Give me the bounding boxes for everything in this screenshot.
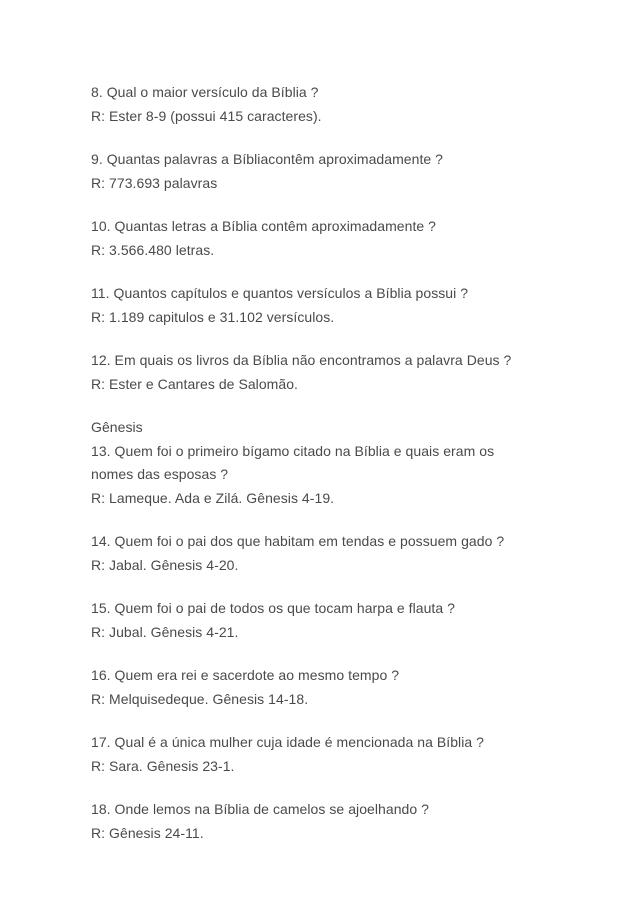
question-text: 17. Qual é a única mulher cuja idade é mencionada na Bíblia ? <box>91 734 484 750</box>
question-text: 9. Quantas palavras a Bíbliacontêm aproximadamente ? <box>91 151 444 167</box>
question-text-continued: nomes das esposas ? <box>91 466 229 482</box>
qa-block-15 <box>91 597 591 644</box>
document-page <box>91 81 591 865</box>
section-heading: Gênesis <box>91 419 143 435</box>
qa-block-17 <box>91 731 591 778</box>
answer-text: R: Lameque. Ada e Zilá. Gênesis 4-19. <box>91 489 335 506</box>
answer-text: R: Melquisedeque. Gênesis 14-18. <box>91 690 309 707</box>
answer-text: R: Sara. Gênesis 23-1. <box>91 757 235 774</box>
question-text: 14. Quem foi o pai dos que habitam em tendas e possuem gado ? <box>91 533 505 549</box>
qa-block-13 <box>91 416 591 510</box>
answer-text: R: Jubal. Gênesis 4-21. <box>91 623 239 640</box>
answer-text: R: Gênesis 24-11. <box>91 824 204 841</box>
qa-block-16 <box>91 664 591 711</box>
question-text: 18. Onde lemos na Bíblia de camelos se ajoelhando ? <box>91 801 429 817</box>
question-text: 10. Quantas letras a Bíblia contêm aproximadamente ? <box>91 218 437 234</box>
question-text: 12. Em quais os livros da Bíblia não encontramos a palavra Deus ? <box>91 352 512 368</box>
question-text: 13. Quem foi o primeiro bígamo citado na Bíblia e quais eram os <box>91 442 495 459</box>
answer-text: R: 1.189 capitulos e 31.102 versículos. <box>91 308 335 325</box>
question-text: 15. Quem foi o pai de todos os que tocam harpa e flauta ? <box>91 600 455 616</box>
answer-text: R: 773.693 palavras <box>91 174 218 191</box>
question-text: 16. Quem era rei e sacerdote ao mesmo tempo ? <box>91 667 400 683</box>
qa-block-18 <box>91 798 591 845</box>
answer-text: R: Ester 8-9 (possui 415 caracteres). <box>91 107 322 124</box>
qa-block-9 <box>91 148 591 195</box>
answer-text: R: Ester e Cantares de Salomão. <box>91 375 298 392</box>
question-text: 11. Quantos capítulos e quantos versículos a Bíblia possui ? <box>91 285 469 301</box>
qa-block-14 <box>91 530 591 577</box>
qa-block-10 <box>91 215 591 262</box>
qa-block-12 <box>91 349 591 396</box>
answer-text: R: Jabal. Gênesis 4-20. <box>91 556 239 573</box>
answer-text: R: 3.566.480 letras. <box>91 241 215 258</box>
qa-block-11 <box>91 282 591 329</box>
qa-block-8 <box>91 81 591 128</box>
question-text: 8. Qual o maior versículo da Bíblia ? <box>91 84 319 100</box>
